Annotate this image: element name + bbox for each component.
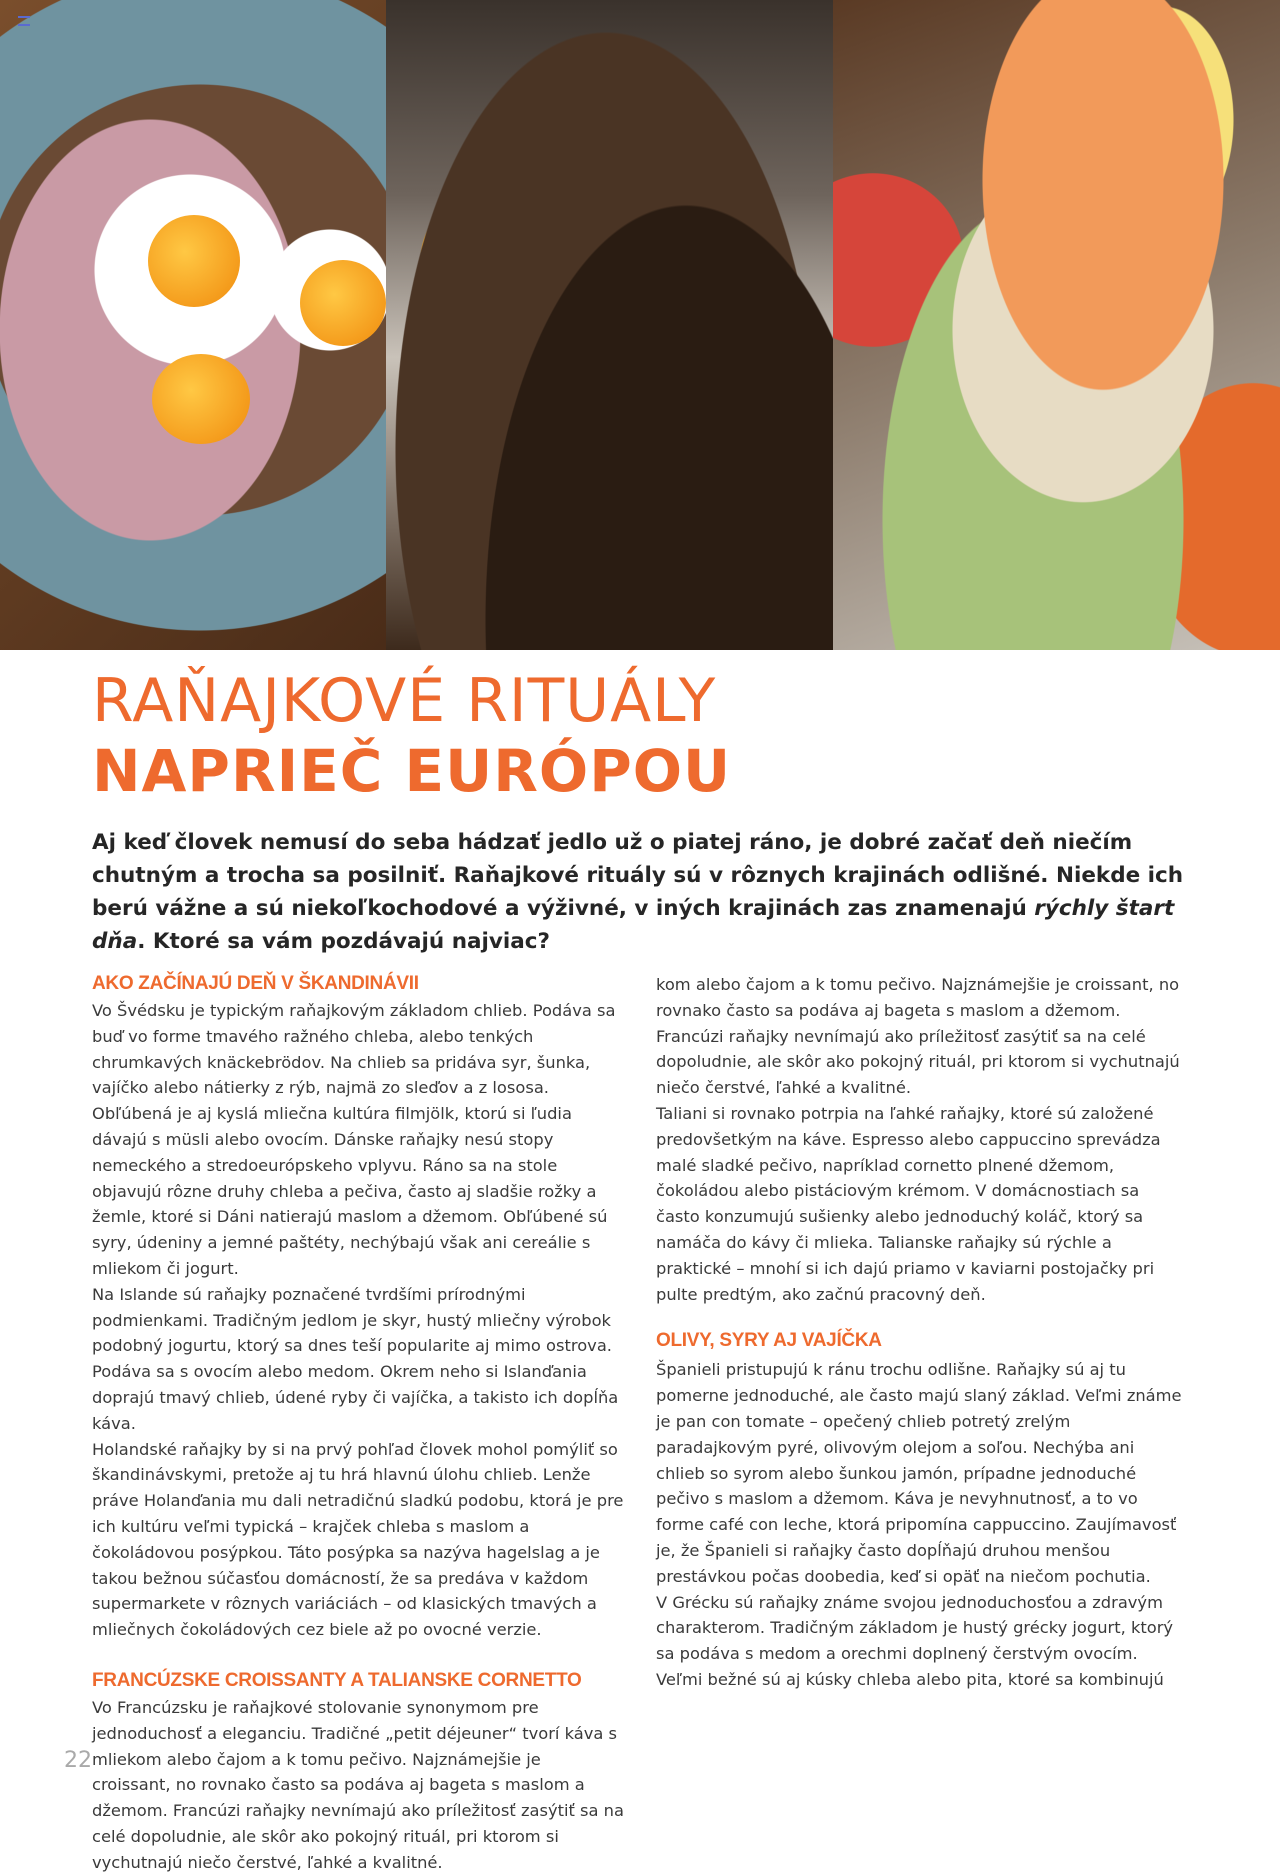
lead-paragraph — [92, 826, 1198, 958]
photo-open-sandwiches — [833, 0, 1280, 650]
paragraph-spain: Španieli pristupujú k ránu trochu odlišne. Raňajky sú aj tu pomerne jednoduché, ale často majú slaný základ. Veľmi známe je pan con tomate – opečený chlieb potretý zrelým paradajkovým pyré, olivovým olejom a soľou. Nechýba ani chlieb so syrom alebo šunkou jamón, prípadne jednoduché pečivo s maslom a džemom. Káva je nevyhnutnosť, a to vo forme café con leche, ktorá pripomína cappuccino. Zaujímavosť je, že Španieli si raňajky často dopĺňajú druhou menšou prestávkou počas doobedia, keď si opäť na niečom pochutia. — [656, 1360, 1182, 1586]
section-heading-france-italy: FRANCÚZSKE CROISSANTY A TALIANSKE CORNETTO — [92, 1669, 582, 1691]
paragraph-netherlands: Holandské raňajky by si na prvý pohľad človek mohol pomýliť so škandinávskymi, pretože aj tu hrá hlavnú úlohu chlieb. Lenže práve Holanďania mu dali netradičnú sladkú podobu, ktorá je pre ich kultúru veľmi typická – krajček chleba s maslom a čokoládovou posýpkou. Táto posýpka sa nazýva hagelslag a je takou bežnou súčasťou domácností, že sa predáva v každom supermarkete v rôznych variáciách – od klasických tmavých a mliečnych čokoládových cez biele až po ovocné verzie. — [92, 1439, 624, 1640]
egg-yolk — [300, 260, 386, 346]
paragraph-greece: V Grécku sú raňajky známe svojou jednoduchosťou a zdravým charakterom. Tradičným základom je hustý grécky jogurt, ktorý sa podáva s medom a orechmi doplnený čerstvým ovocím. Veľmi bežné sú aj kúsky chleba alebo pita, ktoré sa kombinujú — [656, 1592, 1174, 1689]
paragraph-france-start — [92, 1695, 624, 1872]
photo-breakfast-tray — [386, 0, 833, 650]
paragraph-france-continued-text: kom alebo čajom a k tomu pečivo. Najznámejšie je croissant, no rovnako často sa podáva aj bageta s maslom a džemom. Francúzi raňajky nevnímajú ako príležitosť zasýtiť sa na celé dopoludnie, ale skôr ako pokojný rituál, pri ktorom si vychutnajú niečo čerstvé, ľahké a kvalitné. — [656, 975, 1180, 1098]
section-heading-spain-greece: OLIVY, SYRY AJ VAJÍČKA — [656, 1330, 882, 1352]
egg-yolk — [148, 215, 240, 307]
page-number: 22 — [64, 1748, 92, 1773]
photo-fried-eggs-on-toast — [0, 0, 386, 650]
lead-text-start: Aj keď človek nemusí do seba hádzať jedlo už o piatej ráno, je dobré začať deň niečím chutným a trocha sa posilniť. Raňajkové rituály sú v rôznych krajinách odlišné. Niekde ich berú vážne a sú niekoľkochodové a výživné, v iných krajinách zas znamenajú — [92, 830, 1184, 921]
article-column-right — [656, 972, 1188, 1693]
paragraph-sweden-denmark: Vo Švédsku je typickým raňajkovým základom chlieb. Podáva sa buď vo forme tmavého ražného chleba, alebo tenkých chrumkavých knäckebrödov. Na chlieb sa pridáva syr, šunka, vajíčko alebo nátierky z rýb, najmä zo sleďov a z lososa. Obľúbená je aj kyslá mliečna kultúra filmjölk, ktorú si ľudia dávajú s müsli alebo ovocím. Dánske raňajky nesú stopy nemeckého a stredoeurópskeho vplyvu. Ráno sa na stole objavujú rôzne druhy chleba a pečiva, často aj sladšie rožky a žemle, ktoré si Dáni natierajú maslom a džemom. Obľúbené sú syry, údeniny a jemné paštéty, nechýbajú však ani cereálie s mliekom či jogurt. — [92, 1001, 616, 1278]
paragraph-france-text: Vo Francúzsku je raňajkové stolovanie synonymom pre jednoduchosť a eleganciu. Tradičné „petit déjeuner“ tvorí káva s mliekom alebo čajom a k tomu pečivo. Najznámejšie je croissant, no rovnako často sa podáva aj bageta s maslom a džemom. Francúzi raňajky nevnímajú ako príležitosť zasýtiť sa na celé dopoludnie, ale skôr ako pokojný rituál, pri ktorom si vychutnajú niečo čerstvé, ľahké a kvalitné. — [92, 1697, 624, 1872]
paragraph-france-continued — [656, 972, 1188, 1101]
section-heading-scandinavia: AKO ZAČÍNAJÚ DEŇ V ŠKANDINÁVII — [92, 973, 419, 994]
hero-photo-strip — [0, 0, 1280, 650]
paragraph-iceland: Na Islande sú raňajky poznačené tvrdšími prírodnými podmienkami. Tradičným jedlom je skyr, hustý mliečny výrobok podobný jogurtu, ktorý sa dnes teší popularite aj mimo ostrova. Podáva sa s ovocím alebo medom. Okrem neho si Islanďania doprajú tmavý chlieb, údené ryby či vajíčka, a takisto ich dopĺňa káva. — [92, 1284, 619, 1433]
article-column-left — [92, 970, 624, 1872]
title-line-2: NAPRIEČ EURÓPOU — [92, 737, 732, 805]
lead-text-end: . Ktoré sa vám pozdávajú najviac? — [137, 929, 551, 954]
paragraph-italy: Taliani si rovnako potrpia na ľahké raňajky, ktoré sú založené predovšetkým na káve. Espresso alebo cappuccino sprevádza malé sladké pečivo, napríklad cornetto plnené džemom, čokoládou alebo pistáciovým krémom. V domácnostiach sa často konzumujú sušienky alebo jednoduchý koláč, ktorý sa namáča do kávy či mlieka. Talianske raňajky sú rýchle a praktické – mnohí si ich dajú priamo v kaviarni postojačky pri pulte predtým, ako začnú pracovný deň. — [656, 1104, 1161, 1304]
title-line-1: RAŇAJKOVÉ RITUÁLY — [92, 666, 717, 736]
egg-yolk — [152, 354, 250, 444]
menu-icon — [18, 16, 30, 26]
lead-emphasis: rýchly štart dňa — [92, 896, 1175, 954]
